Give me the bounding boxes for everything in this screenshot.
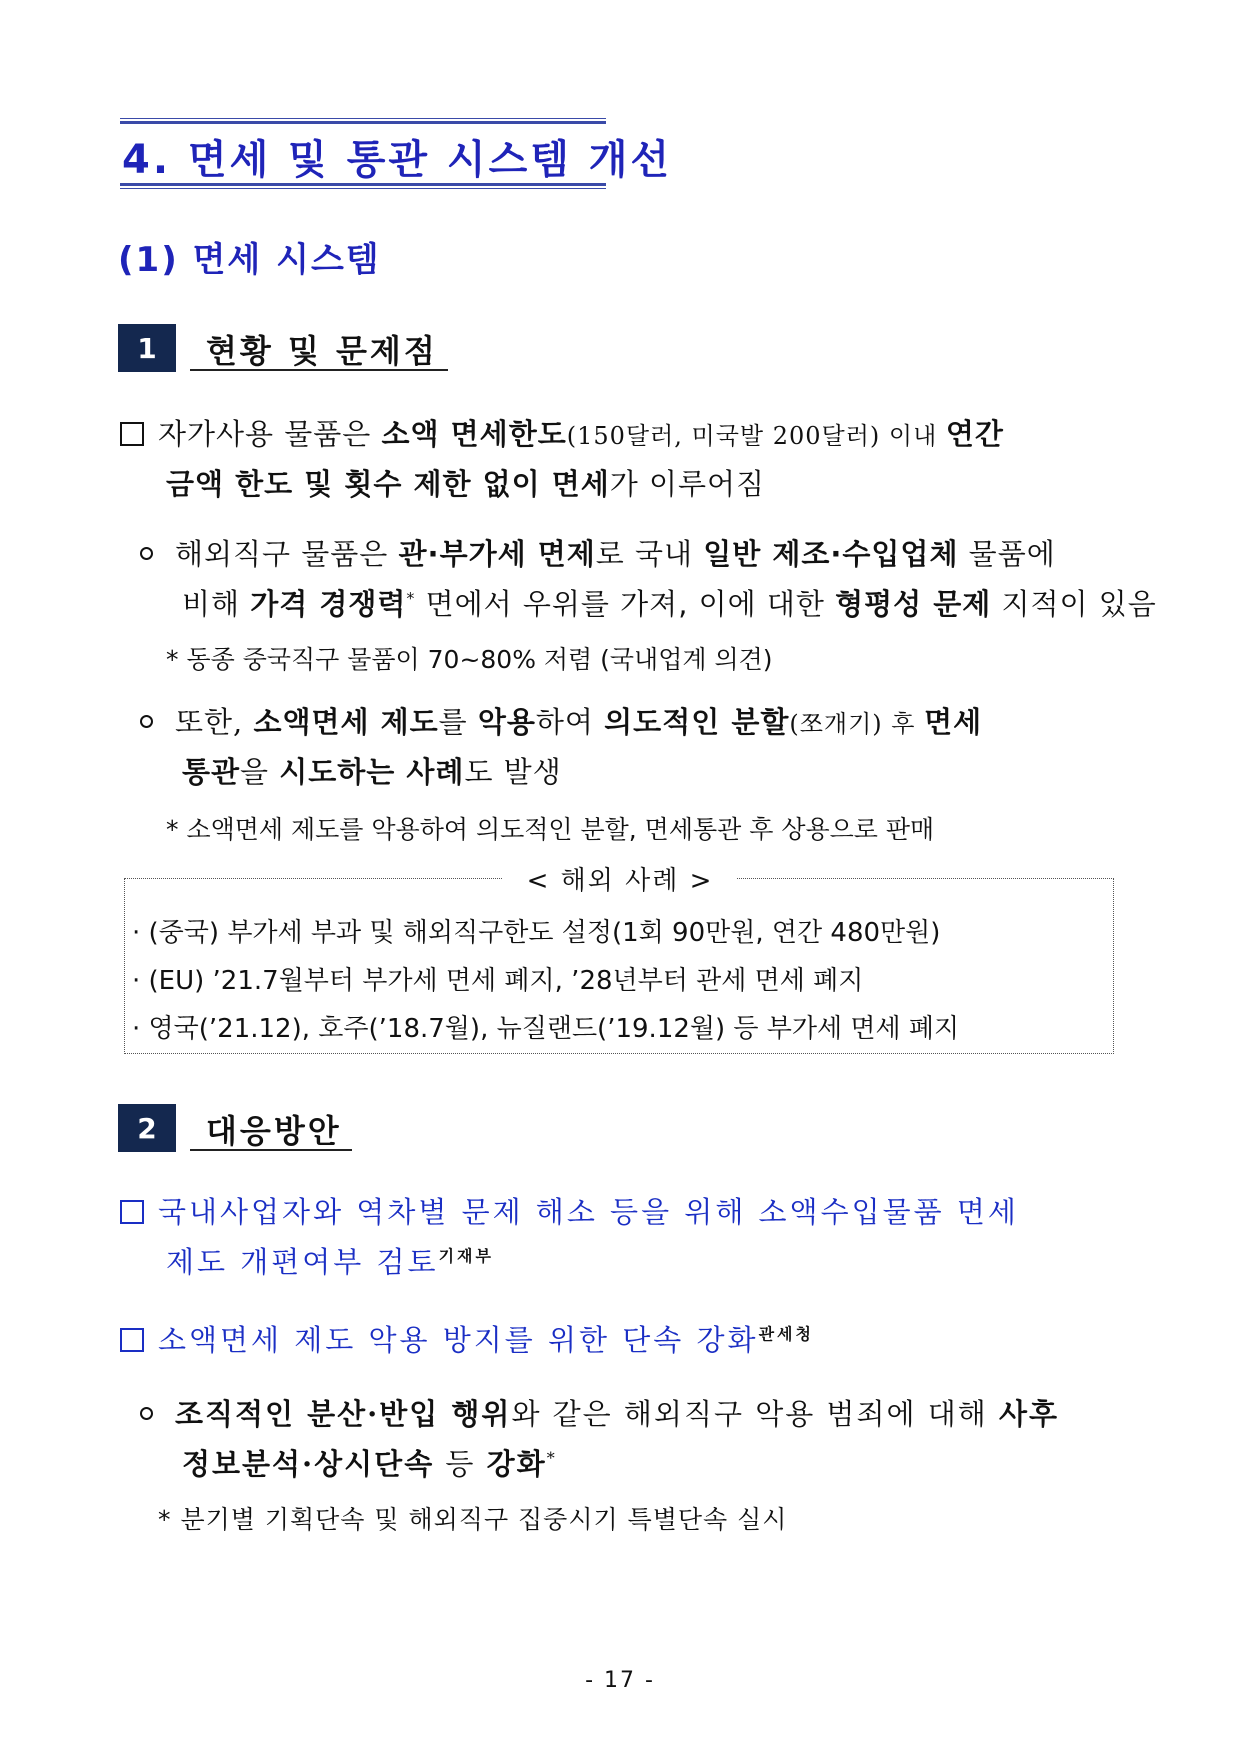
- heading-underline: [190, 369, 448, 371]
- circle-bullet-icon: [140, 1407, 153, 1420]
- footnote-price: * 동종 중국직구 물품이 70~80% 저렴 (국내업계 의견): [166, 645, 773, 674]
- bullet-item-duty-free-limit: 자가사용 물품은 소액 면세한도(150달러, 미국발 200달러) 이내 연간: [120, 412, 1004, 453]
- sub-item-abuse-cases: 또한, 소액면세 제도를 악용하여 의도적인 분할(쪼개기) 후 면세: [140, 700, 982, 741]
- page-number: - 17 -: [585, 1668, 655, 1693]
- sub-item-abuse-cases-cont: 통관을 시도하는 사례도 발생: [182, 755, 562, 789]
- footnote-abuse: * 소액면세 제도를 악용하여 의도적인 분할, 면세통관 후 상용으로 판매: [166, 815, 935, 844]
- bullet-item-duty-free-limit-cont: 금액 한도 및 횟수 제한 없이 면세가 이루어짐: [166, 467, 766, 501]
- chapter-rule-bottom-thick: [120, 183, 606, 186]
- heading-underline: [190, 1149, 352, 1151]
- checkbox-bullet-icon: [120, 1328, 144, 1352]
- circle-bullet-icon: [140, 547, 153, 560]
- checkbox-bullet-icon: [120, 422, 144, 446]
- case-item-eu: · (EU) ’21.7월부터 부가세 면세 폐지, ’28년부터 관세 면세 폐지: [132, 966, 864, 996]
- sub-item-price-competitiveness-cont: 비해 가격 경쟁력* 면에서 우위를 가져, 이에 대한 형평성 문제 지적이 있음: [182, 587, 1157, 621]
- action-item-enforcement: 소액면세 제도 악용 방지를 위한 단속 강화$^{관세청}$: [120, 1318, 814, 1359]
- chapter-rule-top: [120, 118, 606, 119]
- heading-status-problems: 현황 및 문제점: [206, 332, 438, 370]
- heading-number-box: 1: [118, 324, 176, 372]
- action-item-review-system-cont: 제도 개편여부 검토$^{기재부}$: [166, 1245, 494, 1279]
- sub-item-price-competitiveness: 해외직구 물품은 관·부가세 면제로 국내 일반 제조·수입업체 물품에: [140, 532, 1056, 573]
- case-item-china: · (중국) 부가세 부과 및 해외직구한도 설정(1회 90만원, 연간 480만원): [132, 918, 941, 948]
- sub-item-organized-crime-cont: 정보분석·상시단속 등 강화*: [182, 1447, 557, 1481]
- checkbox-bullet-icon: [120, 1200, 144, 1224]
- section-title: (1) 면세 시스템: [118, 240, 381, 280]
- chapter-rule-bottom: [120, 188, 606, 189]
- action-item-review-system: 국내사업자와 역차별 문제 해소 등을 위해 소액수입물품 면세: [120, 1190, 1019, 1231]
- heading-number-box: 2: [118, 1104, 176, 1152]
- case-item-uk-au-nz: · 영국(’21.12), 호주(’18.7월), 뉴질랜드(’19.12월) 등 부가세 면세 폐지: [132, 1014, 960, 1044]
- footnote-enforcement: * 분기별 기획단속 및 해외직구 집중시기 특별단속 실시: [158, 1505, 788, 1534]
- circle-bullet-icon: [140, 715, 153, 728]
- sub-item-organized-crime: 조직적인 분산·반입 행위와 같은 해외직구 악용 범죄에 대해 사후: [140, 1392, 1059, 1433]
- chapter-rule-top-thick: [120, 121, 606, 124]
- heading-countermeasures: 대응방안: [206, 1112, 342, 1150]
- overseas-cases-title: < 해외 사례 >: [0, 860, 1240, 897]
- chapter-title: 4. 면세 및 통관 시스템 개선: [122, 137, 673, 183]
